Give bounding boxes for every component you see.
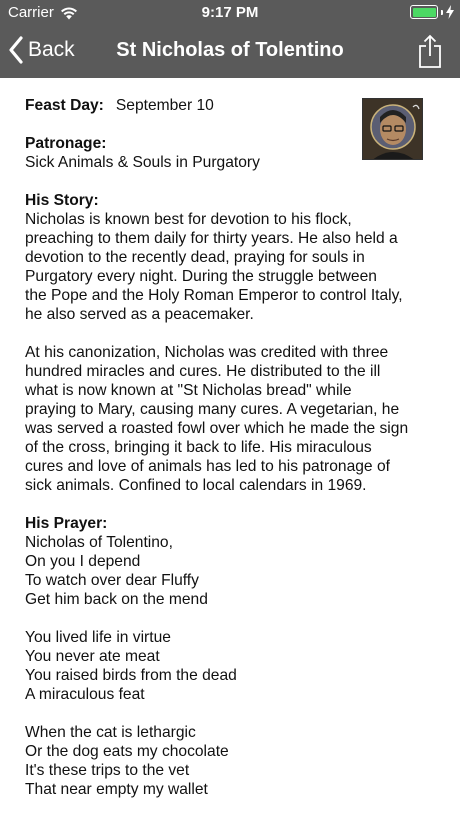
patronage-value: Sick Animals & Souls in Purgatory xyxy=(25,154,260,171)
status-time: 9:17 PM xyxy=(201,4,259,21)
status-bar xyxy=(0,0,460,26)
share-button[interactable] xyxy=(418,34,442,73)
page-title: St Nicholas of Tolentino xyxy=(116,39,344,61)
story-paragraph-1: Nicholas is known best for devotion to his flock, preaching to them daily for thirty years. He also held a devotion to the recently dead, praying for souls in Purgatory every night. During the struggle between the Pope and the Holy Roman Emperor to control Italy, he also served as a peacemaker. xyxy=(25,211,403,323)
story-label: His Story: xyxy=(25,192,99,209)
prayer-label: His Prayer: xyxy=(25,515,108,532)
saint-detail-content xyxy=(25,96,440,799)
navigation-bar xyxy=(0,26,460,78)
charging-icon xyxy=(446,5,454,19)
patronage-label: Patronage: xyxy=(25,135,107,152)
battery-tip xyxy=(441,10,443,15)
prayer-stanza-2: You lived life in virtue You never ate meat You raised birds from the dead A miraculous feat xyxy=(25,629,237,703)
battery-level xyxy=(413,8,436,17)
status-right xyxy=(410,5,454,19)
prayer-stanza-3: When the cat is lethargic Or the dog eats my chocolate It's these trips to the vet That near empty my wallet xyxy=(25,724,229,798)
feast-day-label: Feast Day: xyxy=(25,97,104,114)
prayer-stanza-1: Nicholas of Tolentino, On you I depend To watch over dear Fluffy Get him back on the mend xyxy=(25,534,208,608)
battery-icon xyxy=(410,5,438,19)
carrier-label: Carrier xyxy=(8,4,54,21)
feast-day-row xyxy=(25,96,440,115)
feast-day-value: September 10 xyxy=(115,97,214,114)
share-icon xyxy=(418,34,442,68)
story-paragraph-2: At his canonization, Nicholas was credited with three hundred miracles and cures. He distributed to the ill what is now known at "St Nicholas bread" while praying to Mary, causing many cures. A vegetarian, he was served a roasted fowl over which he made the sign of the cross, bringing it back to life. His miraculous cures and love of animals has led to his patronage of sick animals. Confined to local calendars in 1969. xyxy=(25,344,409,494)
back-button-label: Back xyxy=(28,38,75,61)
